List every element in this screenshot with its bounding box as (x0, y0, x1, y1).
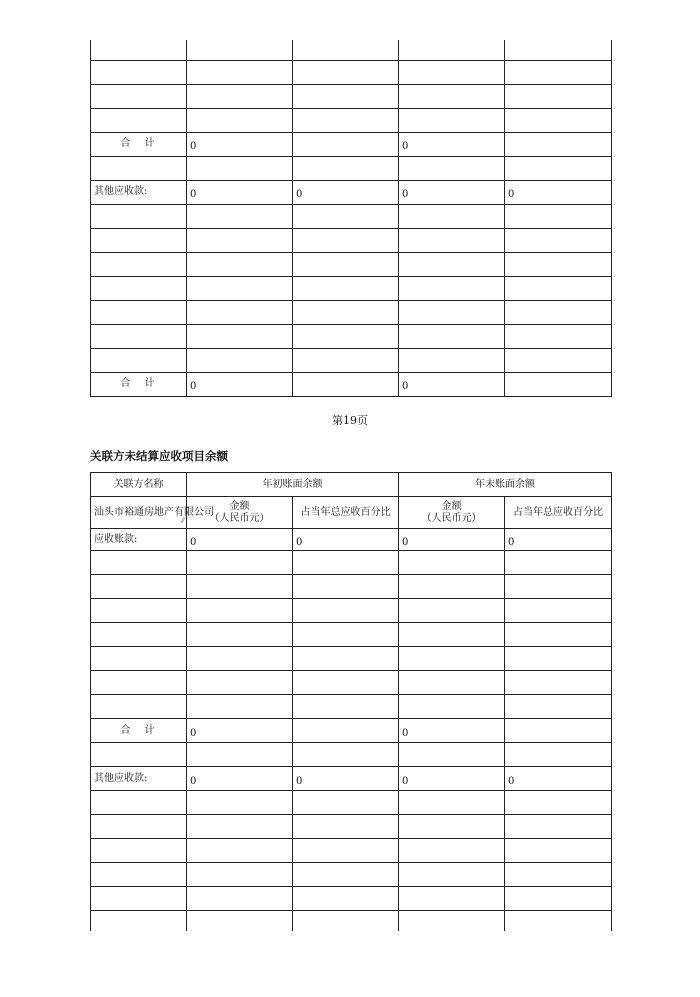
cell-value: 0 (293, 529, 399, 551)
table-row (91, 791, 612, 815)
cell-value (505, 132, 612, 156)
cell-value: 0 (505, 180, 612, 204)
table-row (91, 839, 612, 863)
company-name: 汕头市裕通房地产有限公司 (94, 506, 214, 518)
cell-value: 0 (505, 529, 612, 551)
cell-value: 0 (293, 767, 399, 791)
percent-header: 占当年总应收百分比 (293, 497, 399, 529)
total-label: 合 计 (91, 719, 187, 743)
cell-value: 0 (187, 719, 293, 743)
total-row (91, 719, 612, 743)
other-receivables-row (91, 180, 612, 204)
table-row (91, 743, 612, 767)
cell-value: 0 (399, 767, 505, 791)
total-label: 合 计 (91, 372, 187, 396)
table-row (91, 695, 612, 719)
cell-value: 0 (399, 132, 505, 156)
table-row (91, 204, 612, 228)
table-row (91, 40, 612, 60)
table-row (91, 887, 612, 911)
top-receivables-table (90, 40, 612, 397)
opening-balance-header: 年初账面余额 (187, 473, 399, 497)
section-title: 关联方未结算应收项目余额 (90, 449, 228, 463)
cell-value (505, 719, 612, 743)
cell-value: 0 (293, 180, 399, 204)
table-row (91, 911, 612, 931)
total-row (91, 372, 612, 396)
table-row (91, 623, 612, 647)
cell-value: 0 (187, 529, 293, 551)
resize-handle-icon: ⁄⁄ (181, 517, 184, 525)
table-row (91, 228, 612, 252)
other-receivables-label: 其他应收款: (91, 767, 187, 791)
total-row (91, 132, 612, 156)
total-label: 合 计 (91, 132, 187, 156)
cell-value: 0 (399, 372, 505, 396)
table-row (91, 671, 612, 695)
cell-value: 0 (187, 180, 293, 204)
company-name-cell (91, 497, 214, 529)
cell-value: 0 (399, 529, 505, 551)
percent-header: 占当年总应收百分比 (505, 497, 612, 529)
cell-value (293, 719, 399, 743)
table-row (91, 60, 612, 84)
cell-value: 0 (505, 767, 612, 791)
table-row (91, 647, 612, 671)
party-name-header: 关联方名称 (91, 473, 187, 497)
amount-header: 金额 （人民币元） (187, 497, 293, 529)
cell-value: 0 (399, 719, 505, 743)
table-row (91, 575, 612, 599)
page-number: 第19页 (332, 414, 368, 427)
table-row (91, 815, 612, 839)
accounts-receivable-row (91, 529, 612, 551)
cell-value: 0 (399, 180, 505, 204)
table-row (91, 156, 612, 180)
table-row (91, 863, 612, 887)
sub-header-row (91, 497, 612, 529)
other-receivables-label: 其他应收款: (91, 180, 187, 204)
table-row (91, 551, 612, 575)
closing-balance-header: 年末账面余额 (399, 473, 612, 497)
table-row (91, 252, 612, 276)
table-row (91, 108, 612, 132)
cell-value (293, 132, 399, 156)
table-row (91, 300, 612, 324)
related-party-receivables-table (90, 472, 612, 931)
accounts-receivable-label: 应收账款: (91, 529, 187, 551)
table-row (91, 324, 612, 348)
header-row (91, 473, 612, 497)
table-row (91, 599, 612, 623)
cell-value: 0 (187, 132, 293, 156)
cell-value (293, 372, 399, 396)
table-row (91, 84, 612, 108)
table-row (91, 276, 612, 300)
cell-value: 0 (187, 767, 293, 791)
table-row (91, 348, 612, 372)
other-receivables-row (91, 767, 612, 791)
cell-value: 0 (187, 372, 293, 396)
cell-value (505, 372, 612, 396)
amount-header: 金额 （人民币元） (399, 497, 505, 529)
